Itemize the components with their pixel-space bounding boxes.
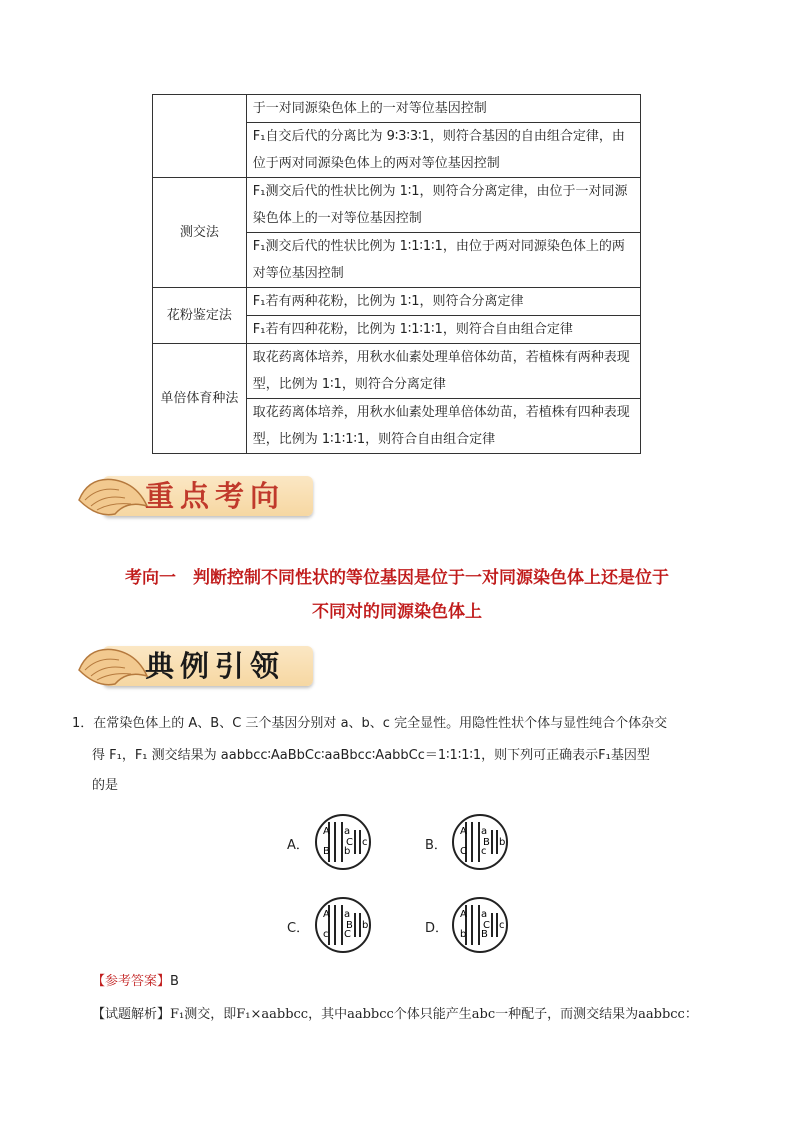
svg-text:B: B xyxy=(483,837,490,848)
method-cell xyxy=(153,95,247,178)
desc-cell: F₁若有四种花粉，比例为 1∶1∶1∶1，则符合自由组合定律 xyxy=(246,316,640,344)
question-number: 1． xyxy=(72,716,94,731)
option-a-cell-diagram[interactable] xyxy=(313,812,373,872)
question-line-1 xyxy=(72,710,732,738)
svg-text:A: A xyxy=(323,909,330,920)
svg-text:B: B xyxy=(481,929,488,940)
option-d-cell-diagram[interactable] xyxy=(450,895,510,955)
option-c-cell-diagram[interactable] xyxy=(313,895,373,955)
method-cell: 测交法 xyxy=(153,178,247,288)
desc-cell: F₁若有两种花粉，比例为 1∶1，则符合分离定律 xyxy=(246,288,640,316)
method-table xyxy=(152,94,641,454)
desc-cell: F₁测交后代的性状比例为 1∶1，则符合分离定律，由位于一对同源染色体上的一对等位基因控制 xyxy=(246,178,640,233)
shell-icon xyxy=(75,640,155,694)
option-a-label[interactable]: A． xyxy=(287,838,309,853)
answer-value: B xyxy=(170,974,179,989)
option-b-cell-diagram[interactable] xyxy=(450,812,510,872)
analysis-line xyxy=(92,1003,698,1022)
svg-text:A: A xyxy=(460,909,467,920)
question-line-3: 的是 xyxy=(92,778,119,793)
table-row xyxy=(153,344,641,399)
table-row xyxy=(153,95,641,123)
question-line-2: 得 F₁，F₁ 测交结果为 aabbcc∶AaBbCc∶aaBbcc∶AabbCc＝1∶1∶1∶1，则下列可正确表示F₁基因型 xyxy=(92,748,650,763)
desc-cell: 取花药离体培养，用秋水仙素处理单倍体幼苗，若植株有两种表现型，比例为 1∶1，则符合分离定律 xyxy=(246,344,640,399)
table-row xyxy=(153,178,641,233)
method-cell: 单倍体育种法 xyxy=(153,344,247,454)
shell-icon xyxy=(75,470,155,524)
svg-text:a: a xyxy=(344,826,351,837)
option-d-label[interactable]: D． xyxy=(425,921,449,936)
svg-text:B: B xyxy=(323,846,330,857)
svg-text:c: c xyxy=(362,837,368,848)
svg-text:c: c xyxy=(323,929,329,940)
svg-text:B: B xyxy=(346,920,353,931)
svg-text:a: a xyxy=(344,909,351,920)
section-title: 重点考向 xyxy=(145,479,286,513)
svg-text:C: C xyxy=(483,920,490,931)
kaoxiang-line-2: 不同对的同源染色体上 xyxy=(312,602,482,622)
method-cell: 花粉鉴定法 xyxy=(153,288,247,344)
analysis-label: 【试题解析】 xyxy=(92,1007,171,1022)
section-banner-key-points xyxy=(75,470,315,522)
desc-cell: F₁自交后代的分离比为 9∶3∶3∶1，则符合基因的自由组合定律，由位于两对同源染色体上的两对等位基因控制 xyxy=(246,123,640,178)
kaoxiang-line-1: 考向一 判断控制不同性状的等位基因是位于一对同源染色体上还是位于 xyxy=(125,568,669,588)
svg-text:A: A xyxy=(460,826,467,837)
answer-label: 【参考答案】 xyxy=(92,974,171,989)
desc-cell: 于一对同源染色体上的一对等位基因控制 xyxy=(246,95,640,123)
section-title: 典例引领 xyxy=(145,649,286,683)
analysis-text: F₁测交，即F₁×aabbcc，其中aabbcc个体只能产生abc一种配子，而测交结果为aabbcc： xyxy=(170,1007,698,1022)
svg-text:a: a xyxy=(481,909,488,920)
desc-cell: 取花药离体培养，用秋水仙素处理单倍体幼苗，若植株有四种表现型，比例为 1∶1∶1∶1，则符合自由组合定律 xyxy=(246,399,640,454)
section-banner-example xyxy=(75,640,315,692)
option-c-label[interactable]: C． xyxy=(287,921,310,936)
svg-text:A: A xyxy=(323,826,330,837)
svg-text:c: c xyxy=(499,920,505,931)
svg-text:c: c xyxy=(481,846,487,857)
svg-text:b: b xyxy=(499,837,506,848)
table-row xyxy=(153,288,641,316)
svg-text:b: b xyxy=(344,846,351,857)
svg-text:a: a xyxy=(481,826,488,837)
svg-text:b: b xyxy=(460,929,467,940)
svg-text:C: C xyxy=(460,846,467,857)
answer-line xyxy=(92,968,752,996)
option-b-label[interactable]: B． xyxy=(425,838,447,853)
svg-text:b: b xyxy=(362,920,369,931)
svg-text:C: C xyxy=(346,837,353,848)
desc-cell: F₁测交后代的性状比例为 1∶1∶1∶1，由位于两对同源染色体上的两对等位基因控制 xyxy=(246,233,640,288)
question-text: 在常染色体上的 A、B、C 三个基因分别对 a、b、c 完全显性。用隐性性状个体与显性纯合个体杂交 xyxy=(93,716,668,731)
svg-text:C: C xyxy=(344,929,351,940)
